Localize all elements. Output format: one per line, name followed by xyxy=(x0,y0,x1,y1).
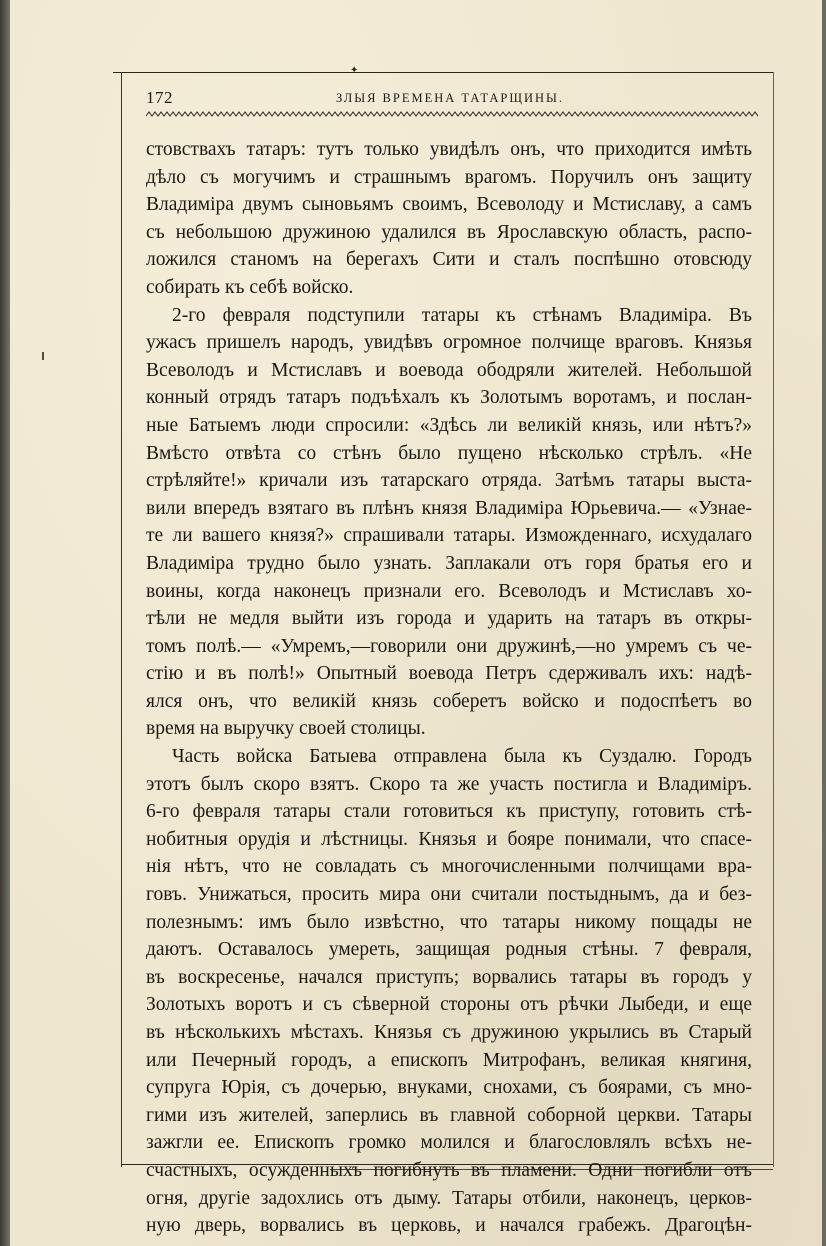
text-line: время на выручку своей столицы. xyxy=(146,718,426,740)
text-line: Золотыхъ воротъ и съ сѣверной стороны отъ рѣчки Лыбеди, и еще xyxy=(146,994,752,1016)
decorative-wavy-rule xyxy=(146,110,758,118)
text-line: гими изъ жителей, заперлись въ главной соборной церкви. Татары xyxy=(146,1104,752,1126)
text-line: въ воскресенье, начался приступъ; ворвались татары въ городъ у xyxy=(146,966,752,988)
page-edge-shadow xyxy=(0,0,10,1246)
text-line: этотъ былъ скоро взятъ. Скоро та же участь постигла и Владиміръ. xyxy=(146,773,752,795)
text-line: Всеволодъ и Мстиславъ и воевода ободряли жителей. Небольшой xyxy=(146,359,752,381)
rule-ornament-icon: ✦ xyxy=(350,65,359,76)
text-line: съ небольшою дружиною удалился въ Ярославскую область, распо- xyxy=(146,221,752,243)
text-line: нобитныя орудія и лѣстницы. Князья и бояре понимали, что спасе- xyxy=(146,828,752,850)
page-header xyxy=(146,88,758,112)
text-line: стовствахъ татаръ: тутъ только увидѣлъ онъ, что приходится имѣть xyxy=(146,139,752,160)
text-line: ялся онъ, что великій князь соберетъ войско и подоспѣетъ во xyxy=(146,690,752,712)
text-line: Владиміра трудно было узнать. Заплакали отъ горя братья его и xyxy=(146,552,752,574)
text-line: томъ полѣ.— «Умремъ,—говорили они дружинѣ,—но умремъ съ че- xyxy=(146,635,752,657)
text-line: конный отрядъ татаръ подъѣхалъ къ Золотымъ воротамъ, и послан- xyxy=(146,387,752,409)
text-line: даютъ. Оставалось умереть, защищая родныя стѣны. 7 февраля, xyxy=(146,939,752,961)
text-line: говъ. Унижаться, просить мира они считали постыднымъ, да и без- xyxy=(146,884,752,906)
text-line: счастныхъ, осужденныхъ погибнуть въ пламени. Одни погибли отъ xyxy=(146,1159,752,1181)
text-line: те ли вашего князя?» спрашивали татары. Изможденнаго, исхудалаго xyxy=(146,525,752,547)
text-line: тѣли не медля выйти изъ города и ударить на татаръ въ откры- xyxy=(146,608,752,630)
text-line: 2-го февраля подступили татары къ стѣнамъ Владиміра. Въ xyxy=(172,304,752,326)
text-line: Владиміра двумъ сыновьямъ своимъ, Всеволоду и Мстиславу, а самъ xyxy=(146,194,752,216)
text-line: ные Батыемъ люди спросили: «Здѣсь ли великій князь, или нѣтъ?» xyxy=(146,414,752,436)
text-line: нія нѣтъ, что не совладать съ многочисленными полчищами вра- xyxy=(146,856,752,878)
text-line: стію и въ полѣ!» Опытный воевода Петръ сдерживалъ ихъ: надѣ- xyxy=(146,663,752,685)
running-title: ЗЛЫЯ ВРЕМЕНА ТАТАРЩИНЫ. xyxy=(336,91,565,105)
text-line: ужасъ пришелъ народъ, увидѣвъ огромное полчище враговъ. Князья xyxy=(146,332,752,354)
text-line: воины, когда наконецъ признали его. Всеволодъ и Мстиславъ хо- xyxy=(146,580,752,602)
text-line: Часть войска Батыева отправлена была къ Суздалю. Городъ xyxy=(172,746,752,768)
text-line: огня, другіе задохлись отъ дыму. Татары отбили, наконецъ, церков- xyxy=(146,1187,752,1209)
text-line: ложился станомъ на берегахъ Сити и сталъ поспѣшно отовсюду xyxy=(146,249,752,271)
text-line: полезнымъ: имъ было извѣстно, что татары никому пощады не xyxy=(146,911,752,933)
text-line: дѣло съ могучимъ и страшнымъ врагомъ. Поручилъ онъ защиту xyxy=(146,166,752,188)
left-margin-rule xyxy=(121,72,122,1167)
margin-mark xyxy=(42,352,44,360)
text-line: или Печерный городъ, а епископъ Митрофанъ, великая княгиня, xyxy=(146,1049,752,1071)
page-number: 172 xyxy=(146,88,173,107)
body-text xyxy=(146,136,752,1240)
text-line: вили впередъ взятаго въ плѣнъ князя Владиміра Юрьевича.— «Узнае- xyxy=(146,497,752,519)
text-line: стрѣляйте!» кричали изъ татарскаго отряда. Затѣмъ татары выста- xyxy=(146,470,752,492)
text-line: въ нѣсколькихъ мѣстахъ. Князья съ дружиною укрылись въ Старый xyxy=(146,1022,752,1043)
text-line: собирать къ себѣ войско. xyxy=(146,276,354,298)
text-line: зажгли ее. Епископъ громко молился и благословлялъ всѣхъ не- xyxy=(146,1132,752,1154)
text-line: супруга Юрія, съ дочерью, внуками, снохами, съ боярами, съ мно- xyxy=(146,1077,752,1099)
text-line: ную дверь, ворвались въ церковь, и начался грабежъ. Драгоцѣн- xyxy=(146,1215,752,1237)
top-rule xyxy=(113,72,773,73)
text-line: Вмѣсто отвѣта со стѣнъ было пущено нѣсколько стрѣлъ. «Не xyxy=(146,442,752,464)
text-line: 6-го февраля татары стали готовиться къ приступу, готовить стѣ- xyxy=(146,801,752,823)
right-margin-rule xyxy=(773,72,774,1167)
